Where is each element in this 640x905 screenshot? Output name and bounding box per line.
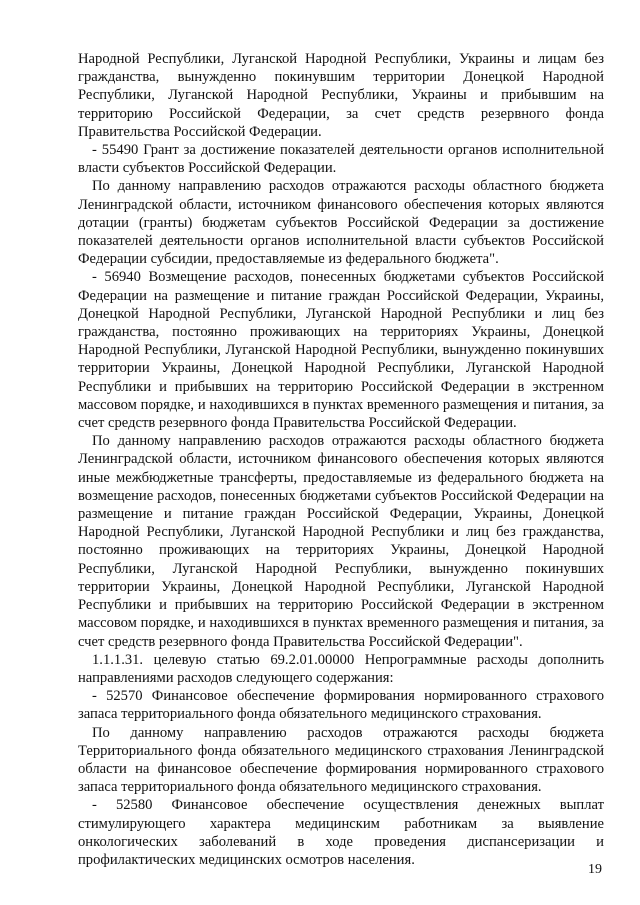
paragraph: - 52580 Финансовое обеспечение осуществления денежных выплат стимулирующего характера медицинским работникам за выявление онкологических заболеваний в ходе проведения диспансеризации и профилактических медицинских осмотров населения. (78, 797, 604, 868)
paragraph: Народной Республики, Луганской Народной Республики, Украины и лицам без гражданства, вынужденно покинувшим территории Донецкой Народной Республики, Луганской Народной Республики, Украины и прибывшим на территорию Российской Федерации, за счет средств резервного фонда Правительства Российской Федерации. (78, 51, 604, 140)
page-number: 19 (588, 862, 602, 877)
paragraph: - 56940 Возмещение расходов, понесенных бюджетами субъектов Российской Федерации на размещение и питание граждан Российской Федерации, Украины, Донецкой Народной Республики, Луганской Народной Республики и лиц без гражданства, постоянно проживающих на территориях Украины, Донецкой Народной Республики, Луганской Народной Республики, вынужденно покинувших территории Украины, Донецкой Народной Республики, Луганской Народной Республики и прибывших на территорию Российской Федерации в экстренном массовом порядке, и находившихся в пунктах временного размещения и питания, за счет средств резервного фонда Правительства Российской Федерации. (78, 269, 604, 432)
paragraph: По данному направлению расходов отражаются расходы областного бюджета Ленинградской области, источником финансового обеспечения которых являются дотации (гранты) бюджетам субъектов Российской Федерации за достижение показателей деятельности органов исполнительной власти субъектов Российской Федерации субсидии, предоставляемые из федерального бюджета". (78, 178, 604, 268)
paragraph: По данному направлению расходов отражаются расходы бюджета Территориального фонда обязательного медицинского страхования Ленинградской области на финансовое обеспечение формирования нормированного страхового запаса территориального фонда обязательного медицинского страхования. (78, 724, 604, 796)
paragraph: 1.1.1.31. целевую статью 69.2.01.00000 Непрограммные расходы дополнить направлениями расходов следующего содержания: (78, 651, 604, 686)
paragraph: - 55490 Грант за достижение показателей деятельности органов исполнительной власти субъектов Российской Федерации. (78, 142, 604, 177)
paragraph: - 52570 Финансовое обеспечение формирования нормированного страхового запаса территориального фонда обязательного медицинского страхования. (78, 688, 604, 723)
document-body (78, 50, 604, 869)
paragraph: По данному направлению расходов отражаются расходы областного бюджета Ленинградской области, источником финансового обеспечения которых являются иные межбюджетные трансферты, предоставляемые из федерального бюджета на возмещение расходов, понесенных бюджетами субъектов Российской Федерации на размещение и питание граждан Российской Федерации, Украины, Донецкой Народной Республики, Луганской Народной Республики и лиц без гражданства, постоянно проживающих на территориях Украины, Донецкой Народной Республики, Луганской Народной Республики, вынужденно покинувших территории Украины, Донецкой Народной Республики, Луганской Народной Республики и прибывших на территорию Российской Федерации в экстренном массовом порядке, и находившихся в пунктах временного размещения и питания, за счет средств резервного фонда Правительства Российской Федерации". (78, 433, 604, 650)
